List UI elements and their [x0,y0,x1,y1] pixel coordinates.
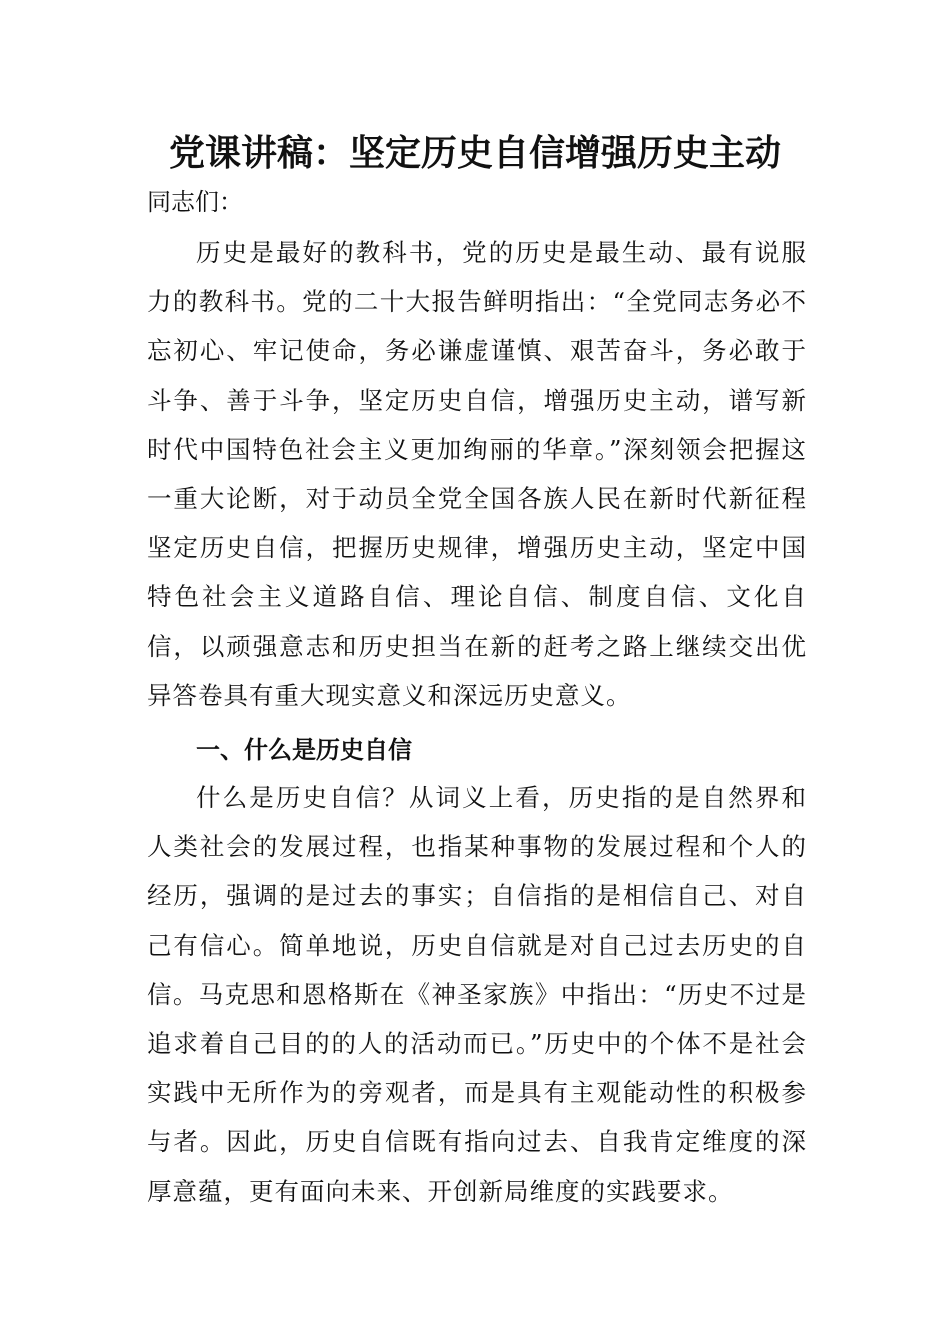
document-title: 党课讲稿：坚定历史自信增强历史主动 [168,133,781,174]
section-heading: 一、什么是历史自信 [196,736,412,764]
salutation: 同志们： [147,188,243,216]
paragraph-intro: 历史是最好的教科书，党的历史是最生动、最有说服力的教科书。党的二十大报告鲜明指出：“全党同志务必不忘初心、牢记使命，务必谦虚谨慎、艰苦奋斗，务必敢于斗争、善于斗争，坚定历史自信，增强历史主动，谱写新时代中国特色社会主义更加绚丽的华章。”深刻领会把握这一重大论断，对于动员全党全国各族人民在新时代新征程坚定历史自信，把握历史规律，增强历史主动，坚定中国特色社会主义道路自信、理论自信、制度自信、文化自信，以顽强意志和历史担当在新的赶考之路上继续交出优异答卷具有重大现实意义和深远历史意义。 [147,238,807,710]
paragraph-definition: 什么是历史自信？从词义上看，历史指的是自然界和人类社会的发展过程，也指某种事物的发展过程和个人的经历，强调的是过去的事实；自信指的是相信自己、对自己有信心。简单地说，历史自信就是对自己过去历史的自信。马克思和恩格斯在《神圣家族》中指出：“历史不过是追求着自己目的的人的活动而已。”历史中的个体不是社会实践中无所作为的旁观者，而是具有主观能动性的积极参与者。因此，历史自信既有指向过去、自我肯定维度的深厚意蕴，更有面向未来、开创新局维度的实践要求。 [147,783,807,1206]
